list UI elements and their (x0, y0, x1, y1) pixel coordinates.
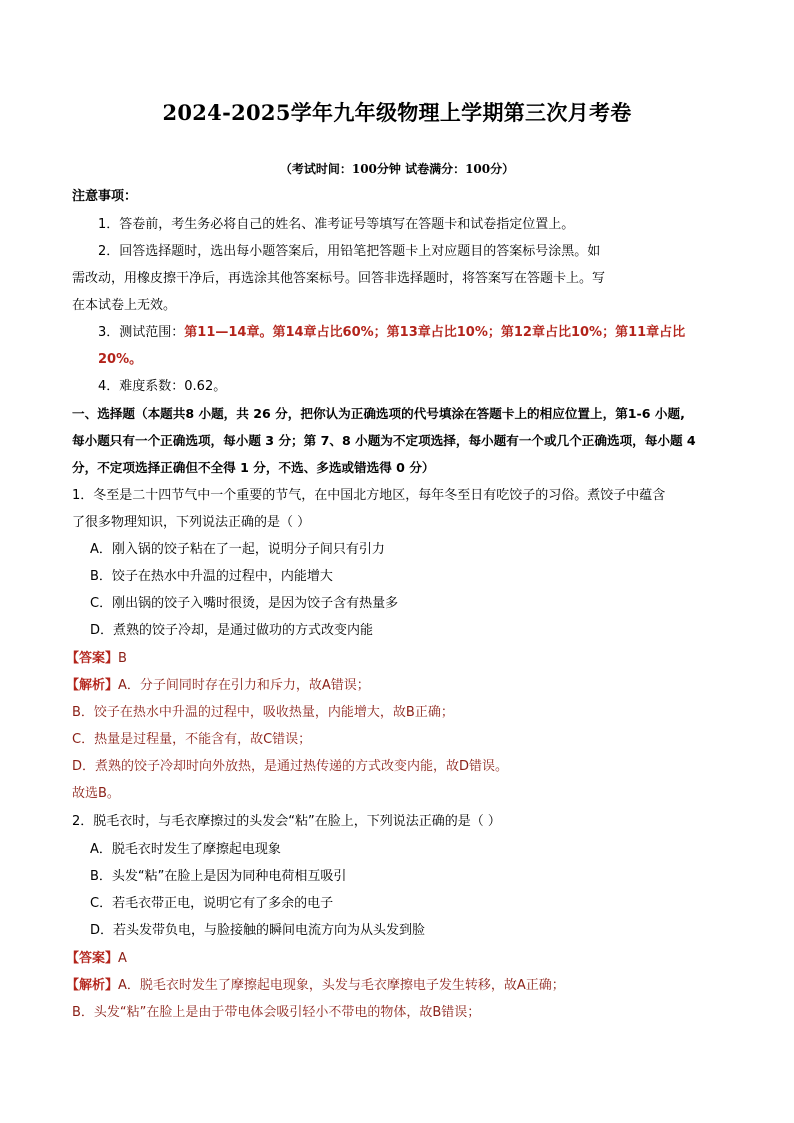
q2-option-d: D．若头发带负电，与脸接触的瞬间电流方向为从头发到脸 (90, 923, 426, 938)
q2-option-b: B．头发“粘”在脸上是因为同种电荷相互吸引 (90, 869, 347, 884)
q2-answer-label: 【答案】 (66, 951, 119, 966)
q2-analysis-2: B．头发“粘”在脸上是由于带电体会吸引轻小不带电的物体，故B错误； (72, 1005, 481, 1020)
q1-analysis-4: D．煮熟的饺子冷却时向外放热，是通过热传递的方式改变内能，故D错误。 (72, 759, 509, 774)
q1-stem-a: 1．冬至是二十四节气中一个重要的节气，在中国北方地区，每年冬至日有吃饺子的习俗。煮饺子中蕴含 (72, 488, 666, 503)
exam-info: （考试时间：100分钟 试卷满分：100分） (279, 162, 515, 176)
q1-option-a: A．刚入锅的饺子粘在了一起，说明分子间只有引力 (90, 542, 385, 557)
note-1: 1．答卷前，考生务必将自己的姓名、准考证号等填写在答题卡和试卷指定位置上。 (98, 217, 575, 232)
q1-analysis (66, 677, 370, 695)
test-scope: 第11—14章。第14章占比60%；第13章占比10%；第12章占比10%；第11章占比 (184, 325, 686, 340)
q2-answer (66, 950, 127, 968)
q1-option-d: D．煮熟的饺子冷却，是通过做功的方式改变内能 (90, 623, 374, 638)
q1-analysis-3: C．热量是过程量，不能含有，故C错误； (72, 732, 312, 747)
note-4: 4．难度系数：0.62。 (98, 379, 227, 394)
q2-analysis-1: A．脱毛衣时发生了摩擦起电现象，头发与毛衣摩擦电子发生转移，故A正确； (118, 978, 565, 993)
q2-stem: 2．脱毛衣时，与毛衣摩擦过的头发会“粘”在脸上，下列说法正确的是（ ） (72, 814, 501, 829)
test-scope-cont: 20%。 (98, 352, 143, 367)
section-heading-1: 一、选择题（本题共8 小题，共 26 分，把你认为正确选项的代号填涂在答题卡上的相应位置上，第1-6 小题, (72, 406, 685, 421)
q2-analysis (66, 977, 565, 995)
q1-analysis-2: B．饺子在热水中升温的过程中，吸收热量，内能增大，故B正确； (72, 705, 454, 720)
q1-conclusion: 故选B。 (72, 786, 120, 801)
page-title: 2024-2025学年九年级物理上学期第三次月考卷 (162, 100, 632, 125)
q1-analysis-1: A．分子间同时存在引力和斥力，故A错误； (118, 678, 370, 693)
section-heading-2: 每小题只有一个正确选项，每小题 3 分；第 7、8 小题为不定项选择，每小题有一个或几个正确选项，每小题 4 (72, 433, 696, 448)
q1-answer-label: 【答案】 (66, 651, 119, 666)
note-2b: 需改动，用橡皮擦干净后，再选涂其他答案标号。回答非选择题时，将答案写在答题卡上。写 (72, 271, 606, 286)
q1-analysis-label: 【解析】 (66, 678, 119, 693)
q1-answer-value: B (118, 651, 127, 666)
note-2a: 2．回答选择题时，选出每小题答案后，用铅笔把答题卡上对应题目的答案标号涂黑。如 (98, 244, 601, 259)
q2-option-c: C．若毛衣带正电，说明它有了多余的电子 (90, 896, 334, 911)
q1-option-b: B．饺子在热水中升温的过程中，内能增大 (90, 569, 333, 584)
note-2c: 在本试卷上无效。 (72, 298, 177, 313)
q1-option-c: C．刚出锅的饺子入嘴时很烫，是因为饺子含有热量多 (90, 596, 399, 611)
notes-heading: 注意事项： (72, 189, 138, 204)
q2-option-a: A．脱毛衣时发生了摩擦起电现象 (90, 842, 281, 857)
note-3-prefix: 3．测试范围： (98, 325, 185, 340)
q2-answer-value: A (118, 951, 127, 966)
q1-stem-b: 了很多物理知识，下列说法正确的是（ ） (72, 515, 311, 530)
section-heading-3: 分，不定项选择正确但不全得 1 分，不选、多选或错选得 0 分） (72, 460, 435, 475)
q1-answer (66, 650, 127, 668)
q2-analysis-label: 【解析】 (66, 978, 119, 993)
note-3 (98, 324, 685, 342)
